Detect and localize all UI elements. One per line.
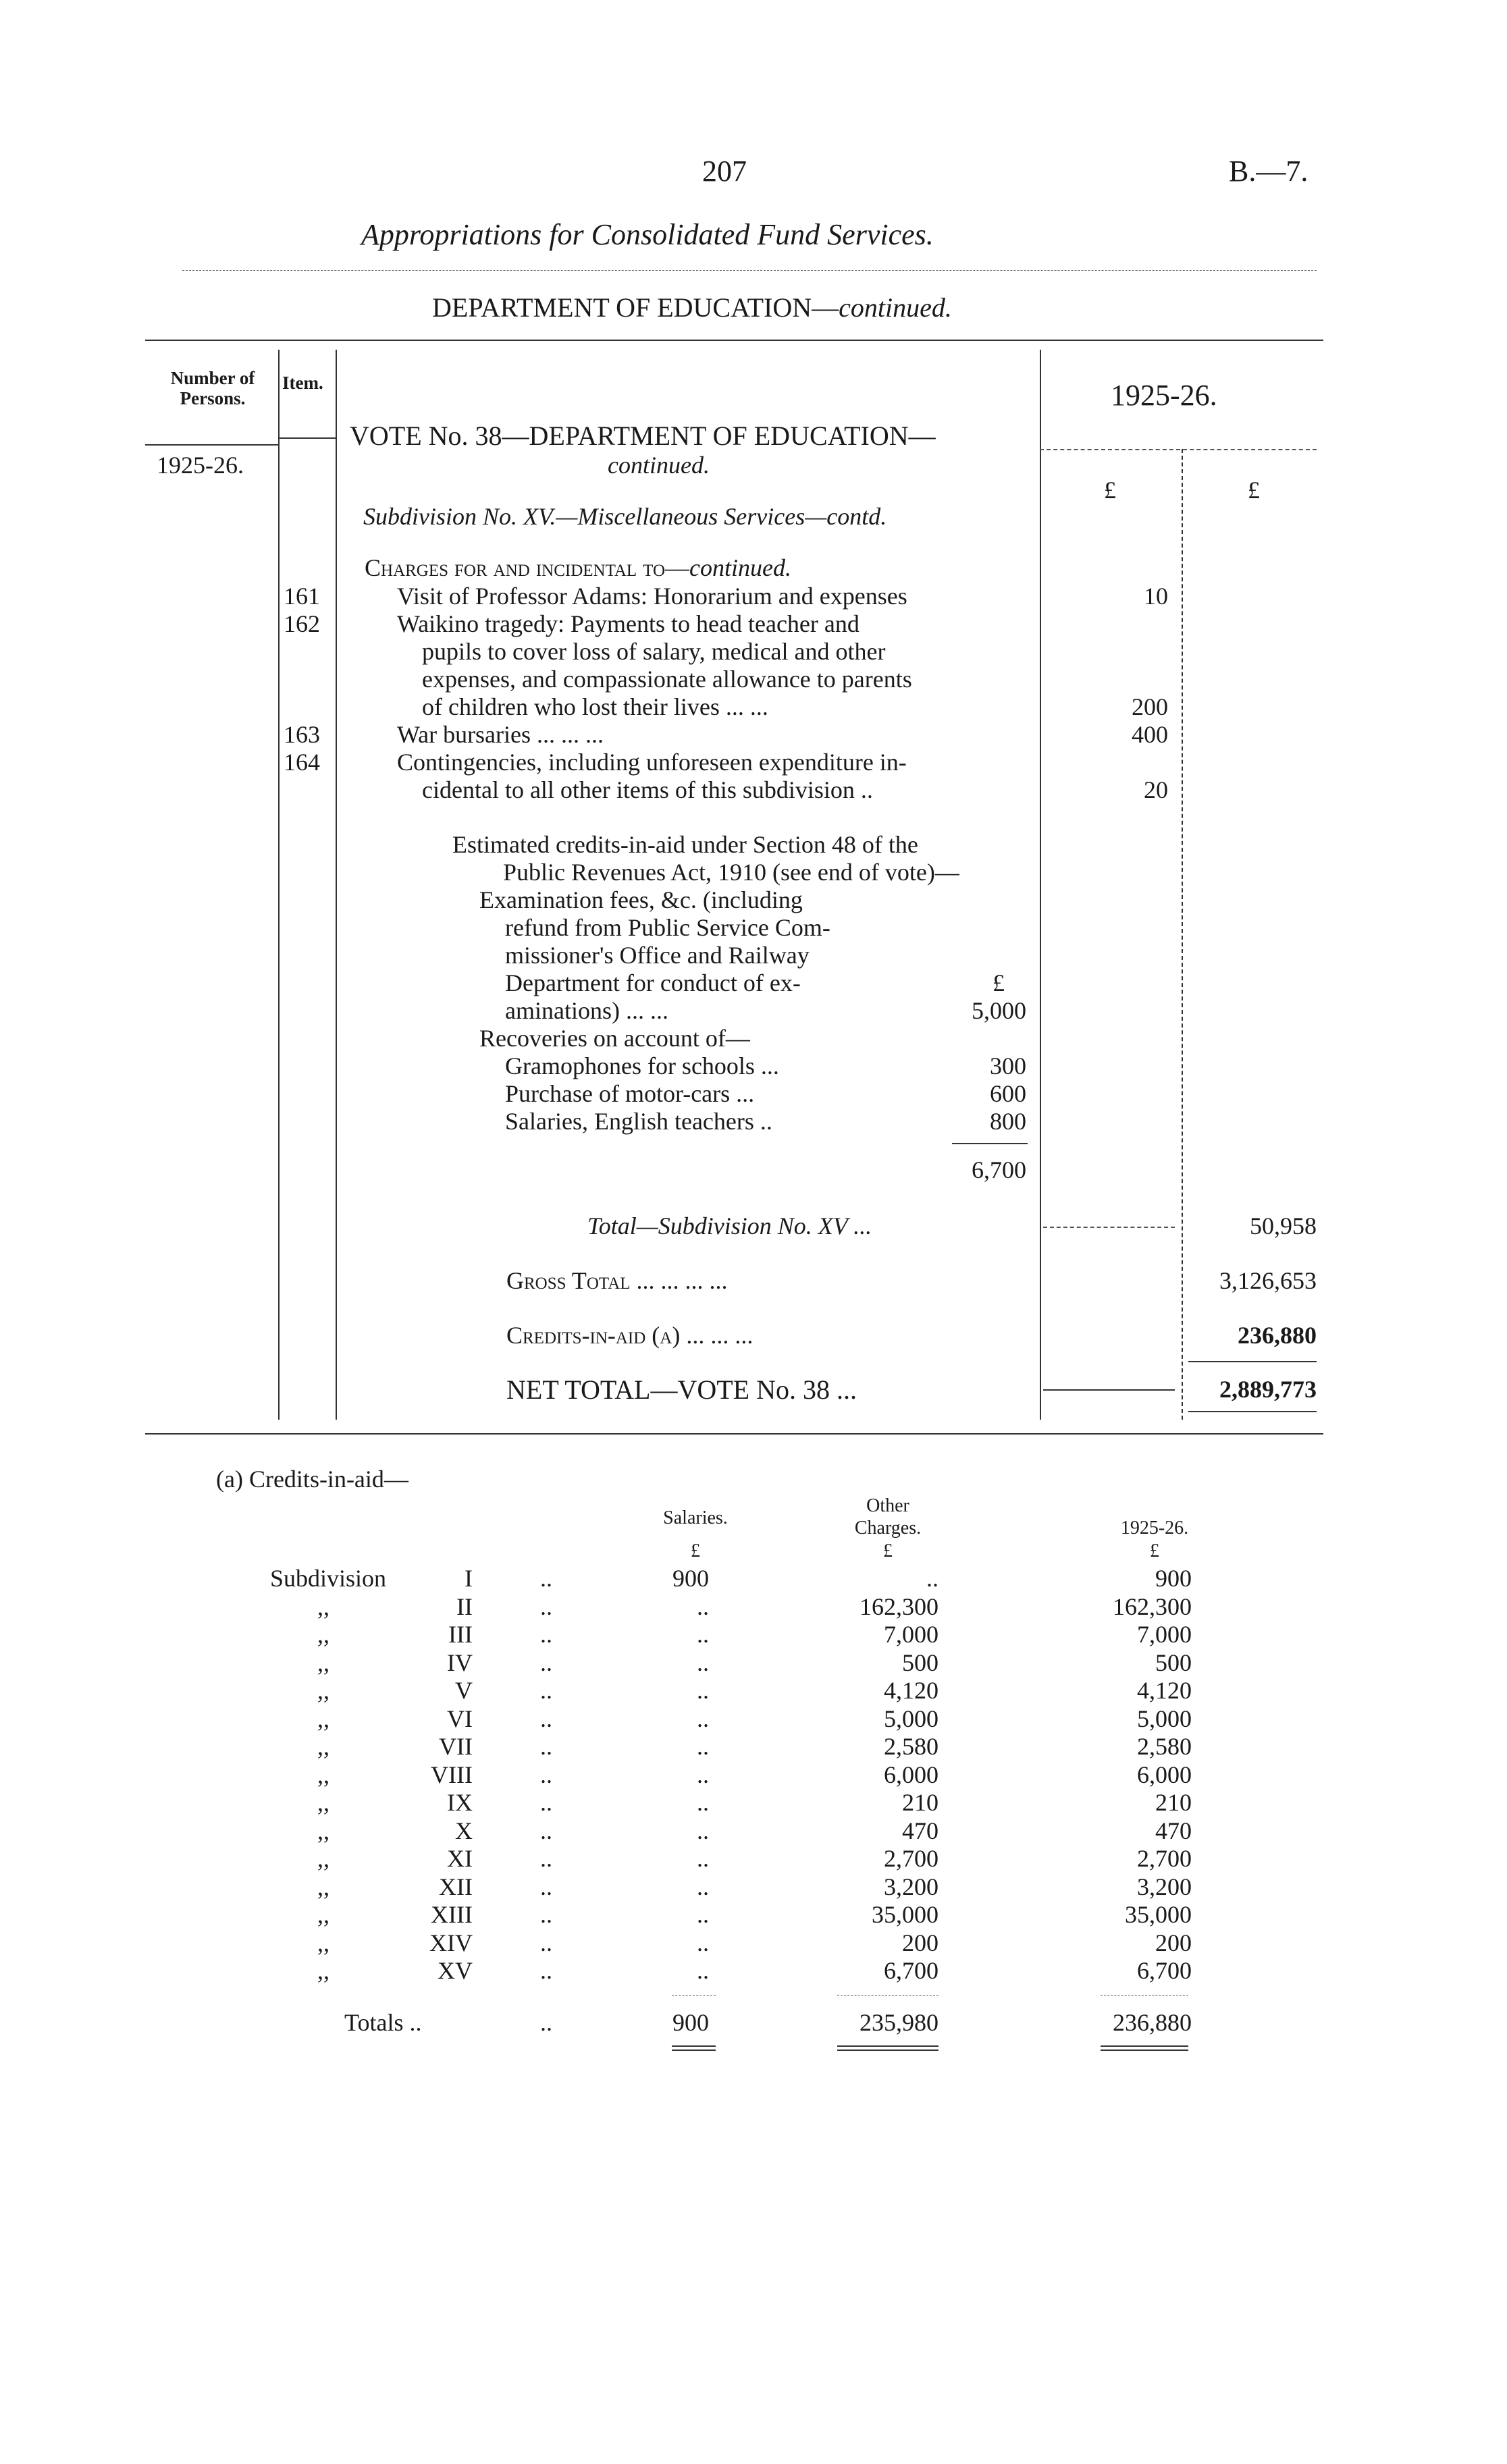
ditto-mark: ,, (317, 1789, 329, 1816)
row-leader: .. (540, 1621, 552, 1648)
item-description: War bursaries ... ... ... (397, 721, 604, 748)
exam-fees-line: aminations) ... ... (505, 997, 668, 1024)
amount-header-rule (1040, 449, 1317, 450)
page-number: 207 (702, 155, 747, 188)
net-total-leader-rule (1043, 1389, 1175, 1391)
other-charges-cell: 500 (902, 1649, 938, 1676)
year-total-cell: 35,000 (1125, 1901, 1192, 1928)
item-number: 162 (284, 610, 320, 637)
other-charges-cell: 6,000 (884, 1761, 938, 1788)
gross-total-amount: 3,126,653 (1219, 1267, 1317, 1294)
subdivision-roman: V (455, 1677, 473, 1704)
year-total-cell: 6,700 (1137, 1957, 1192, 1984)
recovery-label: Salaries, English teachers .. (505, 1108, 772, 1135)
subdivision-roman: VII (439, 1733, 473, 1760)
salaries-cell: .. (697, 1649, 709, 1676)
item-amount: 200 (1132, 693, 1168, 720)
item-number: 163 (284, 721, 320, 748)
year-total-cell: 6,000 (1137, 1761, 1192, 1788)
document-reference: B.—7. (1229, 155, 1308, 188)
recovery-amount: 300 (990, 1052, 1026, 1079)
salaries-cell: .. (697, 1929, 709, 1956)
subdivision-total-rule (1043, 1227, 1175, 1228)
salaries-cell: .. (697, 1733, 709, 1760)
subdivision-roman: VI (447, 1705, 473, 1732)
other-charges-cell: 2,580 (884, 1733, 938, 1760)
year-header: 1925-26. (1111, 379, 1217, 412)
ditto-mark: ,, (317, 1929, 329, 1956)
row-leader: .. (540, 1789, 552, 1816)
pound-sign-col1: £ (1104, 477, 1116, 504)
item-description: Contingencies, including unforeseen expenditure in- (397, 749, 907, 776)
salaries-cell: .. (697, 1817, 709, 1844)
row-leader: .. (540, 1705, 552, 1732)
other-charges-header-line: Charges. (854, 1518, 922, 1538)
year-double-rule (1101, 2050, 1188, 2051)
salaries-double-rule (672, 2050, 716, 2051)
item-description: Visit of Professor Adams: Honorarium and expenses (397, 583, 907, 610)
ditto-mark: ,, (317, 1957, 329, 1984)
subdivision-total-amount: 50,958 (1250, 1212, 1317, 1239)
row-leader: .. (540, 2009, 552, 2036)
ditto-mark: ,, (317, 1593, 329, 1620)
exam-fees-line: missioner's Office and Railway (505, 942, 810, 969)
subdivision-roman: I (465, 1565, 473, 1592)
exam-fees-line: Department for conduct of ex- (505, 969, 801, 996)
persons-header-rule (145, 444, 278, 446)
subdivision-roman: II (456, 1593, 473, 1620)
persons-year-header: 1925-26. (157, 452, 244, 479)
row-leader: .. (540, 1593, 552, 1620)
salaries-double-rule (672, 2045, 716, 2047)
net-total-label: NET TOTAL—VOTE No. 38 ... (506, 1374, 857, 1405)
recovery-amount: 800 (990, 1108, 1026, 1135)
ditto-mark: ,, (317, 1845, 329, 1872)
other-charges-cell: 4,120 (884, 1677, 938, 1704)
footnote-title: (a) Credits-in-aid— (216, 1466, 408, 1493)
department-heading: DEPARTMENT OF EDUCATION—continued. (432, 292, 952, 323)
row-leader: .. (540, 1929, 552, 1956)
item-amount: 10 (1144, 583, 1168, 610)
salaries-cell: .. (697, 1621, 709, 1648)
salaries-cell: .. (697, 1593, 709, 1620)
credits-in-aid-amount: 236,880 (1238, 1322, 1317, 1349)
other-charges-cell: 200 (902, 1929, 938, 1956)
item-description-line: cidental to all other items of this subdivision .. (422, 776, 873, 803)
net-total-top-rule (1188, 1361, 1317, 1362)
ditto-mark: ,, (317, 1649, 329, 1676)
pound-sign-salaries: £ (691, 1541, 700, 1561)
salaries-cell: .. (697, 1677, 709, 1704)
other-charges-cell: 35,000 (872, 1901, 938, 1928)
subdivision-roman: III (448, 1621, 473, 1648)
recovery-label: Purchase of motor-cars ... (505, 1080, 755, 1107)
net-total-amount: 2,889,773 (1219, 1376, 1317, 1403)
year-total-cell: 470 (1155, 1817, 1192, 1844)
year-total-cell: 7,000 (1137, 1621, 1192, 1648)
recoveries-heading: Recoveries on account of— (479, 1025, 750, 1052)
subdivision-roman: XII (439, 1873, 473, 1900)
net-total-bottom-rule (1188, 1411, 1317, 1412)
year-total-cell: 200 (1155, 1929, 1192, 1956)
year-total-cell: 500 (1155, 1649, 1192, 1676)
other-double-rule (837, 2045, 938, 2047)
year-total-cell: 900 (1155, 1565, 1192, 1592)
salaries-cell: .. (697, 1761, 709, 1788)
exam-fees-amount: 5,000 (972, 997, 1026, 1024)
footnote-totals-other: 235,980 (860, 2009, 938, 2036)
other-double-rule (837, 2050, 938, 2051)
footnote-totals-label: Totals .. (344, 2009, 422, 2036)
item-description: Waikino tragedy: Payments to head teacher and (397, 610, 860, 637)
credits-total: 6,700 (972, 1156, 1026, 1183)
year-total-cell: 2,700 (1137, 1845, 1192, 1872)
subdivision-roman: XI (447, 1845, 473, 1872)
item-header: Item. (282, 373, 323, 393)
exam-fees-line: refund from Public Service Com- (505, 914, 830, 941)
ditto-mark: ,, (317, 1761, 329, 1788)
item-description-line: pupils to cover loss of salary, medical and other (422, 638, 886, 665)
item-number: 161 (284, 583, 320, 610)
salaries-cell: .. (697, 1957, 709, 1984)
footnote-totals-year: 236,880 (1113, 2009, 1192, 2036)
year-total-cell: 4,120 (1137, 1677, 1192, 1704)
row-leader: .. (540, 1565, 552, 1592)
subdivision-roman: X (455, 1817, 473, 1844)
credits-intro-line: Public Revenues Act, 1910 (see end of vote)— (503, 859, 959, 886)
row-leader: .. (540, 1761, 552, 1788)
vote-title: VOTE No. 38—DEPARTMENT OF EDUCATION— (350, 421, 936, 451)
row-leader: .. (540, 1845, 552, 1872)
exam-fees-line: Examination fees, &c. (including (479, 886, 803, 913)
other-charges-cell: 470 (902, 1817, 938, 1844)
recovery-label: Gramophones for schools ... (505, 1052, 779, 1079)
subdivision-roman: XV (438, 1957, 473, 1984)
salaries-cell: .. (697, 1705, 709, 1732)
other-charges-cell: 2,700 (884, 1845, 938, 1872)
other-charges-cell: 3,200 (884, 1873, 938, 1900)
subdivision-roman: IX (447, 1789, 473, 1816)
row-leader: .. (540, 1733, 552, 1760)
year-column-header: 1925-26. (1120, 1518, 1189, 1538)
ditto-mark: ,, (317, 1621, 329, 1648)
page-title: Appropriations for Consolidated Fund Services. (361, 218, 934, 251)
other-charges-cell: 162,300 (860, 1593, 938, 1620)
other-charges-cell: .. (926, 1565, 938, 1592)
credits-in-aid-label: Credits-in-aid (a) ... ... ... (506, 1322, 754, 1349)
subdivision-roman: IV (447, 1649, 473, 1676)
other-sum-rule (837, 1995, 938, 1996)
subdivision-roman: XIII (431, 1901, 473, 1928)
recovery-amount: 600 (990, 1080, 1026, 1107)
item-amount: 400 (1132, 721, 1168, 748)
row-leader: .. (540, 1817, 552, 1844)
item-header-rule (278, 437, 336, 439)
row-leader: .. (540, 1677, 552, 1704)
other-charges-header: Other (866, 1495, 909, 1516)
salaries-cell: .. (697, 1873, 709, 1900)
ditto-mark: ,, (317, 1873, 329, 1900)
number-of-persons-header: Number of Persons. (170, 368, 255, 408)
year-double-rule (1101, 2045, 1188, 2047)
item-column-divider (336, 350, 337, 1420)
ditto-mark: ,, (317, 1733, 329, 1760)
row-leader: .. (540, 1957, 552, 1984)
subdivision-roman: VIII (431, 1761, 473, 1788)
year-sum-rule (1101, 1995, 1188, 1996)
table-top-rule (145, 340, 1323, 341)
charges-heading: Charges for and incidental to—continued. (365, 554, 792, 581)
subdivision-word: Subdivision (270, 1565, 387, 1592)
other-charges-cell: 5,000 (884, 1705, 938, 1732)
credits-pound-sign: £ (993, 969, 1005, 996)
credits-intro: Estimated credits-in-aid under Section 48 of the (452, 831, 918, 858)
vote-continued: continued. (608, 452, 710, 479)
gross-total-label: Gross Total ... ... ... ... (506, 1267, 728, 1294)
description-column-divider (1040, 350, 1041, 1420)
other-charges-cell: 7,000 (884, 1621, 938, 1648)
item-amount: 20 (1144, 776, 1168, 803)
credits-subtotal-rule (952, 1143, 1028, 1144)
subdivision-total-label: Total—Subdivision No. XV ... (587, 1212, 872, 1239)
row-leader: .. (540, 1901, 552, 1928)
salaries-cell: 900 (672, 1565, 709, 1592)
other-charges-cell: 6,700 (884, 1957, 938, 1984)
amount-column-divider (1182, 449, 1183, 1420)
ditto-mark: ,, (317, 1817, 329, 1844)
pound-sign-other: £ (883, 1541, 893, 1561)
other-charges-cell: 210 (902, 1789, 938, 1816)
title-rule (182, 270, 1317, 271)
salaries-header: Salaries. (663, 1507, 728, 1528)
salaries-sum-rule (672, 1995, 716, 1996)
pound-sign-col2: £ (1248, 477, 1260, 504)
salaries-cell: .. (697, 1845, 709, 1872)
ditto-mark: ,, (317, 1705, 329, 1732)
row-leader: .. (540, 1873, 552, 1900)
salaries-cell: .. (697, 1901, 709, 1928)
footnote-totals-salaries: 900 (672, 2009, 709, 2036)
pound-sign-year: £ (1150, 1541, 1159, 1561)
row-leader: .. (540, 1649, 552, 1676)
persons-column-divider (278, 350, 280, 1420)
item-description-line: of children who lost their lives ... ... (422, 693, 768, 720)
year-total-cell: 5,000 (1137, 1705, 1192, 1732)
subdivision-heading: Subdivision No. XV.—Miscellaneous Services—contd. (363, 503, 887, 530)
year-total-cell: 3,200 (1137, 1873, 1192, 1900)
subdivision-roman: XIV (429, 1929, 473, 1956)
ditto-mark: ,, (317, 1677, 329, 1704)
item-description-line: expenses, and compassionate allowance to parents (422, 666, 912, 693)
year-total-cell: 2,580 (1137, 1733, 1192, 1760)
year-total-cell: 162,300 (1113, 1593, 1192, 1620)
ditto-mark: ,, (317, 1901, 329, 1928)
item-number: 164 (284, 749, 320, 776)
year-total-cell: 210 (1155, 1789, 1192, 1816)
table-bottom-rule (145, 1433, 1323, 1435)
salaries-cell: .. (697, 1789, 709, 1816)
